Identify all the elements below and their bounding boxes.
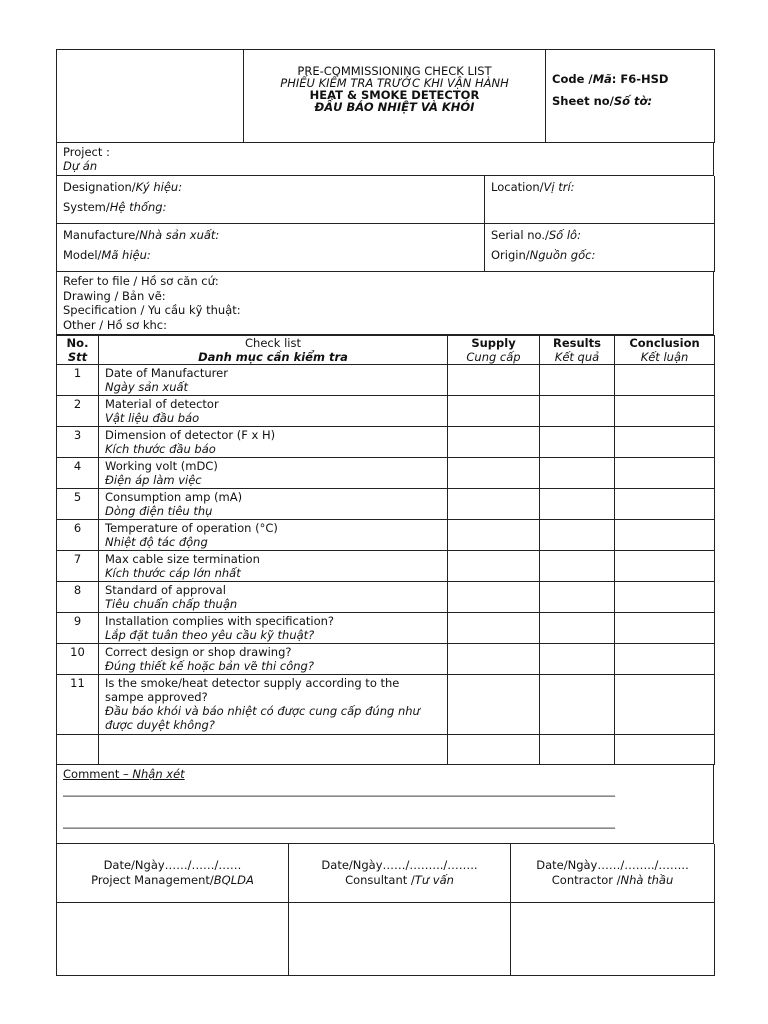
- signature-box-consultant[interactable]: [289, 903, 511, 976]
- item-en: Standard of approval: [105, 583, 226, 597]
- cell-conclusion[interactable]: [615, 520, 715, 551]
- location-label: Location/Vị trí:: [491, 180, 575, 194]
- table-row-empty: [57, 735, 715, 765]
- cell-supply[interactable]: [448, 458, 540, 489]
- cell-item: [99, 489, 448, 520]
- cell-item: [99, 582, 448, 613]
- item-en: Temperature of operation (°C): [105, 521, 278, 535]
- signature-project-management: [57, 844, 289, 903]
- table-row: [57, 644, 715, 675]
- manufacture-section: [56, 224, 715, 272]
- item-en: Installation complies with specification?: [105, 614, 335, 628]
- project-field[interactable]: [57, 143, 714, 176]
- item-vi: Vật liệu đầu báo: [105, 411, 200, 425]
- manufacture-label: Manufacture/Nhà sản xuất:: [63, 228, 220, 242]
- col-conclusion: Conclusion Kết luận: [615, 336, 715, 365]
- cell-supply[interactable]: [448, 735, 540, 765]
- device-vi: ĐẦU BÁO NHIỆT VÀ KHÓI: [314, 100, 475, 114]
- cell-conclusion[interactable]: [615, 396, 715, 427]
- item-vi: Điện áp làm việc: [105, 473, 202, 487]
- project-label: Project :: [63, 145, 110, 159]
- comment-section: [56, 765, 714, 844]
- comment-line-1: ________________________________________________________________________________________________: [63, 783, 615, 797]
- role-label: Project Management/BQLDA: [91, 873, 254, 887]
- cell-no: 8: [57, 582, 99, 613]
- item-en: Material of detector: [105, 397, 219, 411]
- cell-results[interactable]: [540, 489, 615, 520]
- role-label: Contractor /Nhà thầu: [551, 873, 674, 887]
- reference-section: [56, 272, 714, 335]
- specification-line: Specification / Yu cầu kỹ thuật:: [63, 303, 241, 317]
- cell-results[interactable]: [540, 644, 615, 675]
- cell-conclusion[interactable]: [615, 735, 715, 765]
- form-title: [244, 50, 546, 143]
- cell-item: [99, 396, 448, 427]
- checklist-header-row: [57, 336, 715, 365]
- table-row: [57, 520, 715, 551]
- item-en: Date of Manufacturer: [105, 366, 228, 380]
- cell-no: 3: [57, 427, 99, 458]
- serial-origin-field[interactable]: [485, 224, 715, 272]
- cell-item: [99, 365, 448, 396]
- cell-no: 7: [57, 551, 99, 582]
- cell-conclusion[interactable]: [615, 582, 715, 613]
- table-row: [57, 613, 715, 644]
- cell-no: [57, 735, 99, 765]
- designation-system-field[interactable]: [57, 176, 485, 224]
- cell-results[interactable]: [540, 675, 615, 735]
- col-item: Check list Danh mục cần kiểm tra: [99, 336, 448, 365]
- item-vi: Ngày sản xuất: [105, 380, 189, 394]
- logo-cell: [57, 50, 244, 143]
- checklist-form: [56, 49, 714, 976]
- cell-item: [99, 613, 448, 644]
- table-row: [57, 458, 715, 489]
- table-row: [57, 675, 715, 735]
- table-row: [57, 489, 715, 520]
- item-en: Max cable size termination: [105, 552, 260, 566]
- cell-conclusion[interactable]: [615, 613, 715, 644]
- title-en: PRE-COMMISSIONING CHECK LIST: [297, 64, 492, 78]
- col-no: No. Stt: [57, 336, 99, 365]
- signature-consultant: [289, 844, 511, 903]
- cell-supply[interactable]: [448, 551, 540, 582]
- project-label-vi: Dự án: [63, 159, 98, 173]
- cell-no: 9: [57, 613, 99, 644]
- cell-conclusion[interactable]: [615, 458, 715, 489]
- cell-conclusion[interactable]: [615, 675, 715, 735]
- origin-label: Origin/Nguồn gốc:: [491, 248, 596, 262]
- cell-conclusion[interactable]: [615, 427, 715, 458]
- cell-no: 10: [57, 644, 99, 675]
- cell-no: 4: [57, 458, 99, 489]
- item-en: Consumption amp (mA): [105, 490, 243, 504]
- cell-results[interactable]: [540, 396, 615, 427]
- code-cell: [546, 50, 715, 143]
- checklist-table: [56, 335, 715, 765]
- sheet-field: Sheet no/Số tờ:: [552, 94, 653, 108]
- cell-no: 5: [57, 489, 99, 520]
- cell-results[interactable]: [540, 427, 615, 458]
- model-label: Model/Mã hiệu:: [63, 248, 151, 262]
- reference-field[interactable]: [57, 272, 714, 335]
- table-row: [57, 427, 715, 458]
- cell-results[interactable]: [540, 613, 615, 644]
- cell-supply[interactable]: [448, 582, 540, 613]
- title-vi: PHIẾU KIỂM TRA TRƯỚC KHI VẬN HÀNH: [280, 76, 509, 90]
- cell-results[interactable]: [540, 520, 615, 551]
- cell-supply[interactable]: [448, 365, 540, 396]
- cell-supply[interactable]: [448, 675, 540, 735]
- cell-item: [99, 735, 448, 765]
- date-label: Date/Ngày……/……/……: [103, 858, 242, 872]
- cell-results[interactable]: [540, 735, 615, 765]
- signature-contractor: [511, 844, 715, 903]
- item-vi: Dòng điện tiêu thụ: [105, 504, 213, 518]
- form-header: [56, 49, 715, 143]
- date-label: Date/Ngày……/……../……..: [536, 858, 689, 872]
- comment-label: Comment – Nhận xét: [63, 767, 185, 781]
- other-line: Other / Hồ sơ khc:: [63, 317, 168, 332]
- cell-supply[interactable]: [448, 613, 540, 644]
- cell-no: 11: [57, 675, 99, 735]
- cell-supply[interactable]: [448, 396, 540, 427]
- table-row: [57, 582, 715, 613]
- manufacture-model-field[interactable]: [57, 224, 485, 272]
- cell-item: [99, 675, 448, 735]
- item-vi: Đầu báo khói và báo nhiệt có được cung cấp đúng như được duyệt không?: [105, 704, 420, 732]
- comment-line-2: ________________________________________________________________________________________________: [63, 815, 615, 829]
- cell-results[interactable]: [540, 458, 615, 489]
- item-vi: Kích thước cáp lớn nhất: [105, 566, 241, 580]
- date-label: Date/Ngày……/…….../……..: [321, 858, 478, 872]
- signature-box-project-management[interactable]: [57, 903, 289, 976]
- serial-label: Serial no./Số lô:: [491, 228, 581, 242]
- drawing-line: Drawing / Bản vẽ:: [63, 288, 166, 303]
- cell-item: [99, 551, 448, 582]
- cell-results[interactable]: [540, 365, 615, 396]
- cell-item: [99, 644, 448, 675]
- system-label: System/Hệ thống:: [63, 200, 167, 214]
- designation-section: [56, 176, 715, 224]
- cell-no: 6: [57, 520, 99, 551]
- cell-conclusion[interactable]: [615, 644, 715, 675]
- item-en: Working volt (mDC): [105, 459, 218, 473]
- project-section: [56, 143, 714, 176]
- role-label: Consultant /Tư vấn: [345, 873, 454, 887]
- refer-line: Refer to file / Hồ sơ căn cứ:: [63, 274, 219, 288]
- cell-conclusion[interactable]: [615, 551, 715, 582]
- item-en: Correct design or shop drawing?: [105, 645, 292, 659]
- cell-no: 2: [57, 396, 99, 427]
- item-en: Dimension of detector (F x H): [105, 428, 276, 442]
- table-row: [57, 551, 715, 582]
- cell-supply[interactable]: [448, 520, 540, 551]
- table-row: [57, 396, 715, 427]
- col-results: Results Kết quả: [540, 336, 615, 365]
- designation-label: Designation/Ký hiệu:: [63, 180, 183, 194]
- col-supply: Supply Cung cấp: [448, 336, 540, 365]
- cell-supply[interactable]: [448, 644, 540, 675]
- location-field[interactable]: [485, 176, 715, 224]
- item-vi: Lắp đặt tuân theo yêu cầu kỹ thuật?: [105, 628, 315, 642]
- signature-section: [56, 844, 715, 976]
- cell-results[interactable]: [540, 582, 615, 613]
- cell-supply[interactable]: [448, 489, 540, 520]
- item-vi: Tiêu chuẩn chấp thuận: [105, 597, 238, 611]
- cell-supply[interactable]: [448, 427, 540, 458]
- item-en: Is the smoke/heat detector supply according to the sampe approved?: [105, 676, 400, 704]
- table-row: [57, 365, 715, 396]
- item-vi: Nhiệt độ tác động: [105, 535, 208, 549]
- cell-conclusion[interactable]: [615, 489, 715, 520]
- cell-item: [99, 427, 448, 458]
- cell-item: [99, 458, 448, 489]
- cell-no: 1: [57, 365, 99, 396]
- cell-results[interactable]: [540, 551, 615, 582]
- item-vi: Kích thước đầu báo: [105, 442, 216, 456]
- cell-conclusion[interactable]: [615, 365, 715, 396]
- signature-box-contractor[interactable]: [511, 903, 715, 976]
- device-en: HEAT & SMOKE DETECTOR: [309, 88, 480, 102]
- code-field: Code /Mã: F6-HSD: [552, 72, 669, 86]
- item-vi: Đúng thiết kế hoặc bản vẽ thi công?: [105, 659, 314, 673]
- cell-item: [99, 520, 448, 551]
- comment-field[interactable]: [57, 765, 714, 844]
